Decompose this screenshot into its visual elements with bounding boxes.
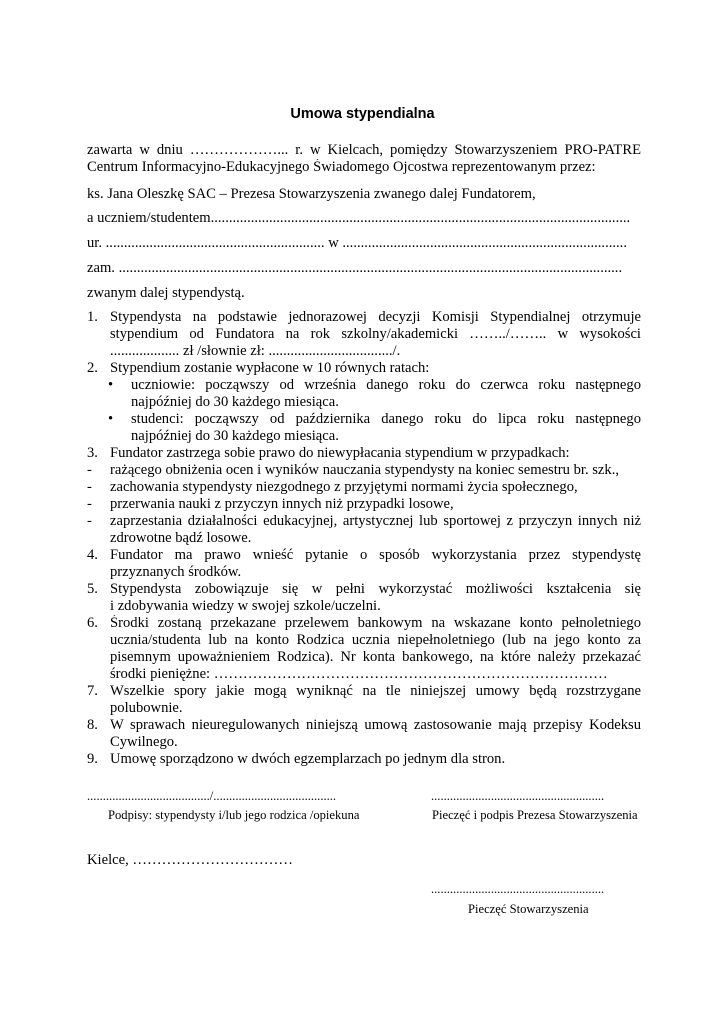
item-6-line-3: pisemnym upoważnieniem Rodzica). Nr konta bankowego, na które należy przekazać (110, 649, 641, 665)
item-4-line-2: przyznanych środków. (110, 564, 242, 580)
item-6-line-2: ucznia/studenta lub na konto Rodzica ucznia niepełnoletniego (lub na jego konto za (110, 632, 641, 648)
item-4-line-1: Fundator ma prawo wnieść pytanie o sposób wykorzystania przez stypendystę (110, 547, 641, 563)
student-signature-caption: Podpisy: stypendysty i/lub jego rodzica /opiekuna (108, 808, 360, 822)
item-9-line-1: Umowę sporządzono w dwóch egzemplarzach po jednym dla stron. (110, 751, 506, 767)
president-signature-caption: Pieczęć i podpis Prezesa Stowarzyszenia (432, 808, 638, 822)
intro-line-1: zawarta w dniu ………………... r. w Kielcach, pomiędzy Stowarzyszeniem PRO-PATRE (87, 142, 641, 158)
dash-4-line-1: zaprzestania działalności edukacyjnej, artystycznej lub sportowej z przyczyn innych niż (110, 513, 641, 529)
item-number: 5. (87, 581, 98, 597)
item-number: 1. (87, 309, 98, 325)
dash-icon: - (87, 479, 92, 495)
item-number: 3. (87, 445, 98, 461)
place-date-line: Kielce, …………………………… (87, 852, 293, 868)
item-3-line-1: Fundator zastrzega sobie prawo do niewypłacania stypendium w przypadkach: (110, 445, 570, 461)
student-line: a uczniem/studentem................................................................................................................... (87, 210, 631, 226)
item-number: 7. (87, 683, 98, 699)
document-title: Umowa stypendialna (290, 106, 435, 122)
stamp-line: ....................................................... (431, 882, 605, 896)
representative-line: ks. Jana Oleszkę SAC – Prezesa Stowarzyszenia zwanego dalej Fundatorem, (87, 186, 536, 202)
item-number: 9. (87, 751, 98, 767)
item-1-line-2: stypendium od Fundatora na rok szkolny/akademicki ……../…….. w wysokości (110, 326, 641, 342)
item-number: 2. (87, 360, 98, 376)
bullet-1-line-1: uczniowie: począwszy od września danego roku do czerwca roku następnego (131, 377, 641, 393)
bullet-icon: • (108, 411, 114, 427)
dash-icon: - (87, 513, 92, 529)
item-1-line-3: ................... zł /słownie zł: ................................../. (110, 343, 401, 359)
item-5-line-1: Stypendysta zobowiązuje się w pełni wykorzystać możliwości kształcenia się (110, 581, 641, 597)
bullet-2-line-2: najpóźniej do 30 każdego miesiąca. (131, 428, 339, 444)
item-6-line-1: Środki zostaną przekazane przelewem bankowym na wskazane konto pełnoletniego (110, 615, 641, 631)
item-8-line-2: Cywilnego. (110, 734, 178, 750)
scholar-line: zwanym dalej stypendystą. (87, 285, 245, 301)
item-number: 6. (87, 615, 98, 631)
dash-icon: - (87, 496, 92, 512)
dash-1-line-1: rażącego obniżenia ocen i wyników nauczania stypendysty na koniec semestru br. szk., (110, 462, 619, 478)
dash-icon: - (87, 462, 92, 478)
item-6-line-4: środki pieniężne: ……………………………………………………………………… (110, 666, 608, 682)
stamp-caption: Pieczęć Stowarzyszenia (468, 902, 589, 916)
item-2-line-1: Stypendium zostanie wypłacone w 10 równych ratach: (110, 360, 430, 376)
president-signature-line: ....................................................... (431, 789, 605, 803)
bullet-1-line-2: najpóźniej do 30 każdego miesiąca. (131, 394, 339, 410)
dash-4-line-2: zdrowotne bądź losowe. (110, 530, 252, 546)
item-1-line-1: Stypendysta na podstawie jednorazowej decyzji Komisji Stypendialnej otrzymuje (110, 309, 641, 325)
dash-3-line-1: przerwania nauki z przyczyn innych niż przypadki losowe, (110, 496, 454, 512)
item-number: 8. (87, 717, 98, 733)
student-signature-line: ......................................./....................................... (87, 789, 337, 803)
item-8-line-1: W sprawach nieuregulowanych niniejszą umową zastosowanie mają przepisy Kodeksu (110, 717, 641, 733)
item-7-line-2: polubownie. (110, 700, 183, 716)
birth-line: ur. ............................................................ w .............................................................................. (87, 235, 627, 251)
bullet-icon: • (108, 377, 114, 393)
residence-line: zam. .......................................................................................................................................... (87, 260, 623, 276)
dash-2-line-1: zachowania stypendysty niezgodnego z przyjętymi normami życia społecznego, (110, 479, 578, 495)
item-5-line-2: i zdobywania wiedzy w swojej szkole/uczelni. (110, 598, 381, 614)
item-7-line-1: Wszelkie spory jakie mogą wyniknąć na tle niniejszej umowy będą rozstrzygane (110, 683, 641, 699)
item-number: 4. (87, 547, 98, 563)
bullet-2-line-1: studenci: począwszy od października danego roku do lipca roku następnego (131, 411, 641, 427)
intro-line-2: Centrum Informacyjno-Edukacyjnego Świadomego Ojcostwa reprezentowanym przez: (87, 159, 596, 175)
